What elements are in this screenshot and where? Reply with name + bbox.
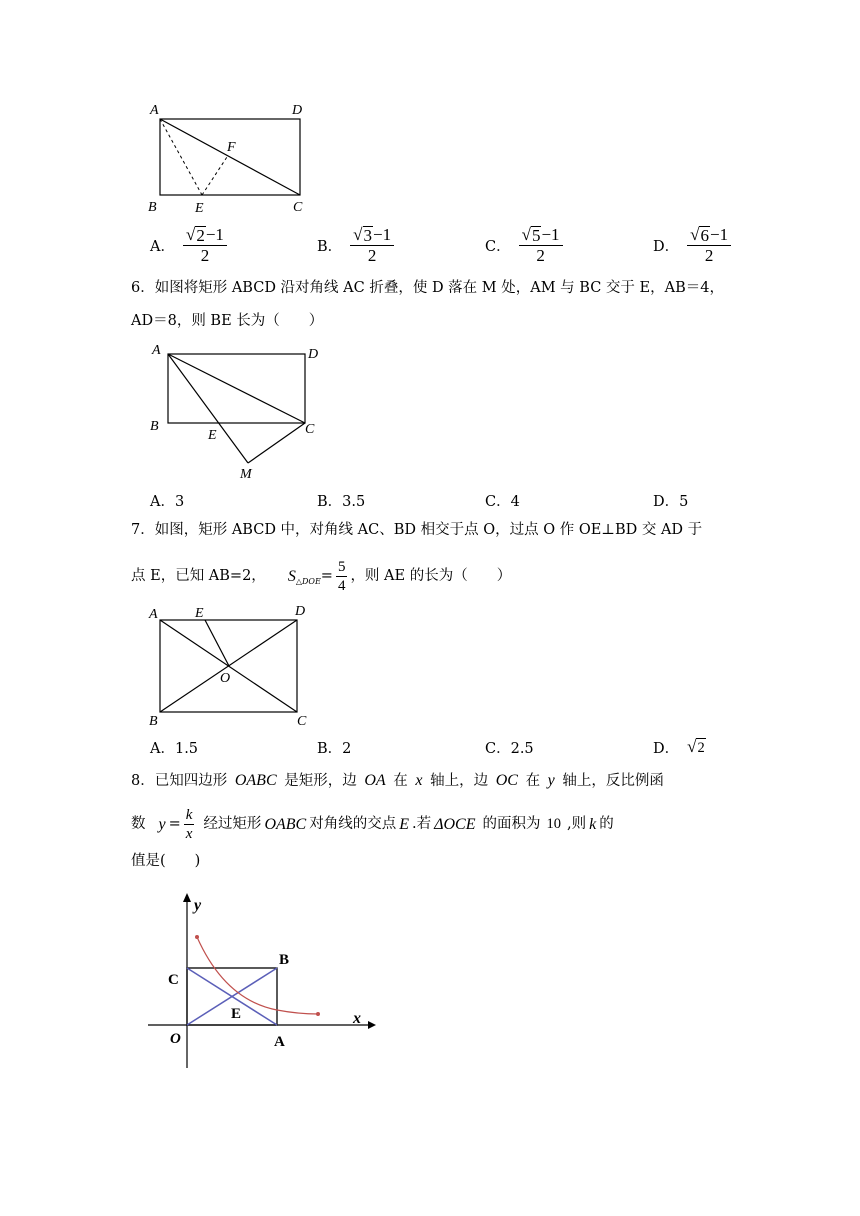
q5-figure	[140, 96, 320, 220]
q7-option-a[interactable]: A．1.5	[150, 740, 199, 757]
q7-options	[150, 727, 750, 767]
q6-line1: 6．如图将矩形 ABCD 沿对角线 AC 折叠，使 D 落在 M 处，AM 与 BC 交于 E，AB＝4，	[131, 280, 724, 296]
point-d-label: D	[292, 103, 303, 118]
q7-line2: 点 E，已知 AB=2， S △DOE = $\frac{5}{4}$ ，则 AE 的长为（ ）	[131, 559, 512, 594]
point-a-label: A	[274, 1034, 285, 1050]
q6-text	[131, 272, 731, 338]
point-e-label: E	[231, 1006, 242, 1022]
q7-figure	[140, 600, 320, 730]
q6-option-a[interactable]: A．3	[150, 493, 185, 510]
point-o-label: O	[220, 671, 231, 686]
point-c-label: C	[168, 972, 179, 988]
point-e-label: E	[195, 201, 204, 216]
point-e-label: E	[208, 428, 217, 443]
point-c-label: C	[297, 714, 307, 729]
point-b-label: B	[279, 952, 290, 968]
q5-options	[150, 225, 750, 265]
point-m-label: M	[240, 467, 252, 482]
point-c-label: C	[293, 200, 303, 215]
point-c-label: C	[305, 422, 315, 437]
point-f-label: F	[227, 140, 236, 155]
origin-label: O	[170, 1031, 181, 1047]
q6-figure	[140, 338, 340, 484]
q8-text	[131, 764, 731, 878]
q6-option-c[interactable]: C．4	[485, 493, 520, 510]
q7-option-d[interactable]: D． √ 2	[653, 737, 705, 757]
q7-option-b[interactable]: B．2	[317, 740, 352, 757]
q5-option-a[interactable]: A． √ 2 −1 2	[150, 225, 227, 265]
point-d-label: D	[308, 347, 319, 362]
q8-figure	[140, 890, 380, 1075]
q7-text	[131, 514, 731, 598]
q7-line1: 7．如图，矩形 ABCD 中，对角线 AC、BD 相交于点 O，过点 O 作 OE⊥BD 交 AD 于	[131, 522, 703, 538]
function-fraction: $\frac{k}{x}$	[185, 807, 193, 842]
point-a-label: A	[152, 343, 161, 358]
q6-line2: AD＝8，则 BE 长为（ ）	[131, 313, 324, 329]
q5-option-c[interactable]: C． √ 5 −1 2	[485, 225, 563, 265]
q5-option-b[interactable]: B． √ 3 −1 2	[317, 225, 394, 265]
y-axis-label: y	[194, 897, 202, 914]
point-a-label: A	[150, 103, 159, 118]
point-e-label: E	[195, 606, 204, 621]
q6-option-b[interactable]: B．3.5	[317, 493, 366, 510]
q8-line3: 值是( )	[131, 853, 201, 869]
q8-line1: 8．已知四边形 OABC 是矩形，边 OA 在 x 轴上，边 OC 在 y 轴上，反比例函	[131, 772, 664, 789]
q7-option-c[interactable]: C．2.5	[485, 740, 534, 757]
q6-option-d[interactable]: D．5	[653, 493, 689, 510]
x-axis-label: x	[353, 1010, 361, 1027]
point-b-label: B	[150, 419, 159, 434]
point-b-label: B	[148, 200, 157, 215]
point-d-label: D	[295, 604, 306, 619]
point-b-label: B	[149, 714, 158, 729]
q8-line2: 数 y = $\frac{k}{x}$ 经过矩形 OABC 对角线的交点 E .若 ΔOCE 的面积为 10 ,则 k 的	[131, 807, 614, 842]
q5-option-d[interactable]: D． √ 6 −1 2	[653, 225, 731, 265]
point-a-label: A	[149, 607, 158, 622]
area-fraction: $\frac{5}{4}$	[337, 559, 346, 594]
